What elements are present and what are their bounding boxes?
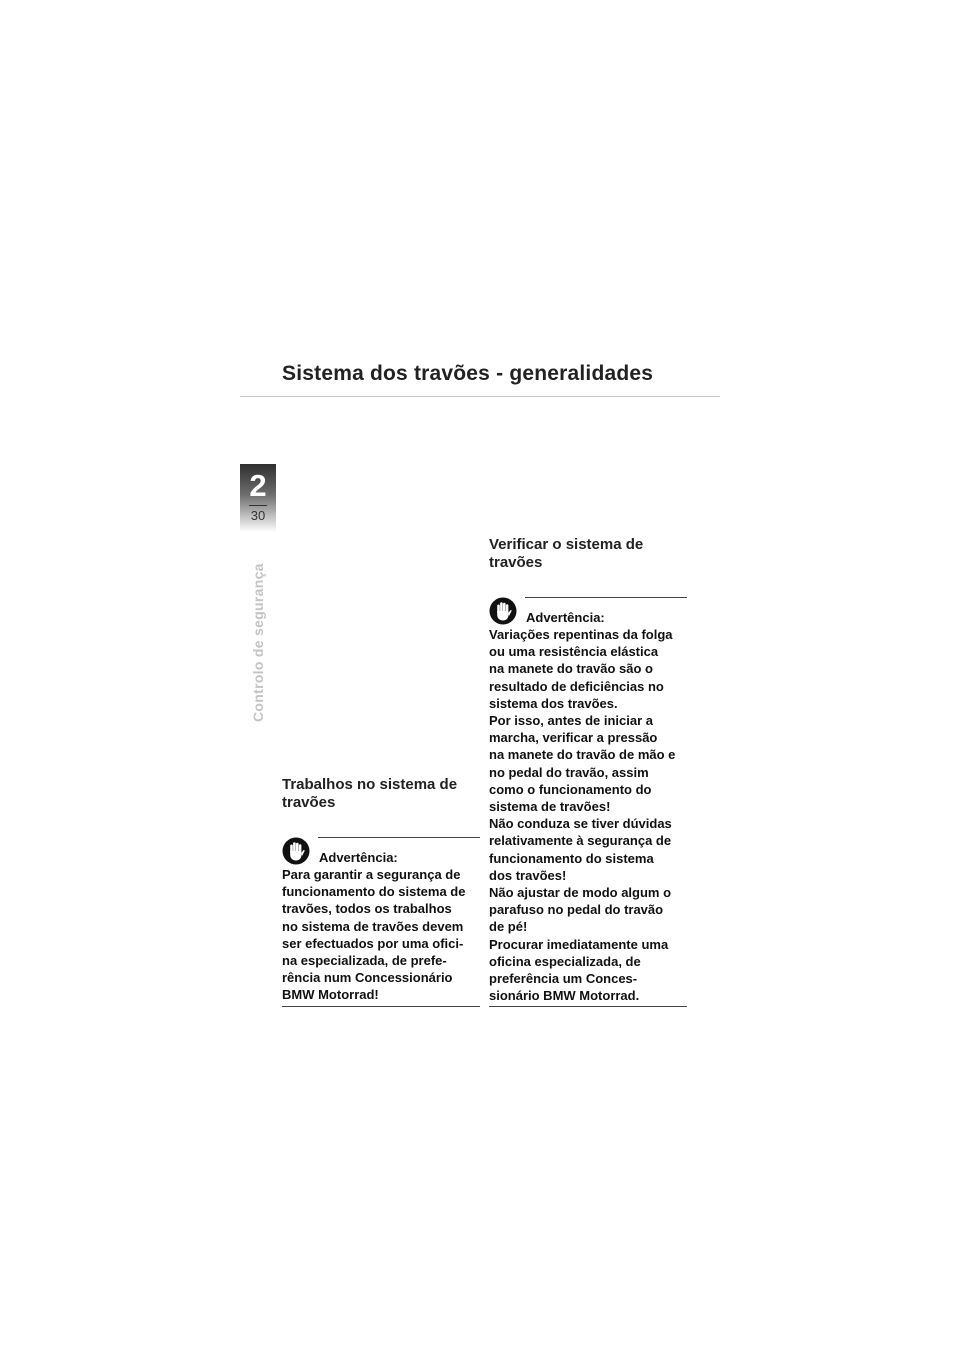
warning-line: sistema de travões! bbox=[489, 799, 611, 815]
warning-line: no pedal do travão, assim bbox=[489, 764, 649, 780]
warning-line: travões, todos os trabalhos bbox=[282, 901, 452, 917]
warning-line: BMW Motorrad! bbox=[282, 987, 379, 1003]
warning-line: parafuso no pedal do travão bbox=[489, 902, 664, 918]
warning-line: Procurar imediatamente uma bbox=[489, 936, 669, 952]
warning-block bbox=[282, 837, 480, 1007]
page-number: 30 bbox=[250, 508, 266, 523]
warning-label: Advertência: bbox=[526, 610, 605, 625]
warning-line: Não ajustar de modo algum o bbox=[489, 885, 672, 901]
section-heading: Trabalhos no sistema de travões bbox=[282, 776, 458, 811]
warning-line: dos travões! bbox=[489, 867, 567, 883]
warning-line: rência num Concessionário bbox=[282, 970, 453, 986]
warning-line: como o funcionamento do bbox=[489, 781, 652, 797]
chapter-number: 2 bbox=[249, 468, 267, 503]
warning-line: ser efectuados por uma ofici- bbox=[282, 935, 464, 951]
warning-top-rule bbox=[525, 597, 687, 598]
warning-line: marcha, verificar a pressão bbox=[489, 730, 658, 746]
chapter-tab bbox=[240, 464, 276, 532]
warning-line: relativamente à segurança de bbox=[489, 833, 672, 849]
section-heading: Verificar o sistema de travões bbox=[489, 536, 644, 571]
warning-line: ou uma resistência elástica bbox=[489, 644, 659, 660]
warning-line: funcionamento do sistema de bbox=[282, 884, 466, 900]
warning-line: oficina especializada, de bbox=[489, 953, 641, 969]
warning-label: Advertência: bbox=[319, 850, 398, 865]
warning-line: Para garantir a segurança de bbox=[282, 867, 461, 882]
warning-line: sistema dos travões. bbox=[489, 695, 618, 711]
chapter-divider bbox=[249, 505, 267, 506]
chapter-side-label: Controlo de segurança bbox=[250, 563, 266, 722]
section-check-brakes bbox=[489, 536, 687, 1007]
warning-line: na especializada, de prefe- bbox=[282, 953, 447, 969]
warning-text bbox=[282, 866, 480, 1007]
warning-line: sionário BMW Motorrad. bbox=[489, 988, 640, 1004]
warning-line: funcionamento do sistema bbox=[489, 850, 654, 866]
stop-hand-icon bbox=[489, 597, 517, 625]
warning-line: de pé! bbox=[489, 919, 528, 935]
warning-line: Não conduza se tiver dúvidas bbox=[489, 816, 672, 832]
warning-line: preferência um Conces- bbox=[489, 971, 638, 987]
page-title: Sistema dos travões - generalidades bbox=[282, 362, 654, 385]
warning-line: no sistema de travões devem bbox=[282, 918, 464, 934]
warning-line: resultado de deficiências no bbox=[489, 678, 664, 694]
warning-line: na manete do travão de mão e bbox=[489, 747, 676, 763]
warning-line: Variações repentinas da folga bbox=[489, 627, 673, 642]
warning-line: na manete do travão são o bbox=[489, 661, 653, 677]
title-divider bbox=[240, 396, 720, 397]
warning-top-rule bbox=[318, 837, 480, 838]
warning-line: Por isso, antes de iniciar a bbox=[489, 713, 654, 729]
section-brake-work bbox=[282, 776, 480, 1007]
warning-text bbox=[489, 626, 687, 1007]
warning-block bbox=[489, 597, 687, 1007]
stop-hand-icon bbox=[282, 837, 310, 865]
